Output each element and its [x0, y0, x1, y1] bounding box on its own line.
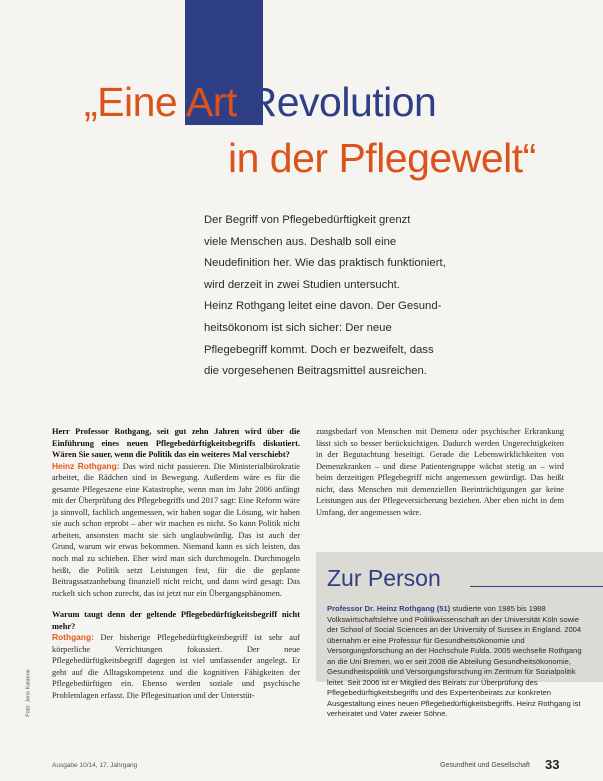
- interview-question: Herr Professor Rothgang, seit gut zehn Jahren wird über die Einführung eines neuen Pflegebedürftigkeitsbegriffs diskutiert. Wären Sie sauer, wenn die Politik das ein weiteres Mal verschiebt?: [52, 427, 300, 460]
- lead-line: Der Begriff von Pflegebedürftigkeit grenzt: [204, 214, 411, 226]
- interview-question: Warum taugt denn der geltende Pflegebedürftigkeitsbegriff nicht mehr?: [52, 610, 300, 631]
- headline-line-2: in der Pflegewelt“: [228, 135, 536, 181]
- interview-answer: Das wird nicht passieren. Die Ministerialbürokratie arbeitet, die Rädchen sind in Bewegung. Außerdem wäre es für die gesamte Pflegeszene eine Katastrophe, wenn man im Jahr 2006 anfängt mit der Überprüfung des Pflegebegriffs und 2017 sagt: Eine Reform wäre ja sinnvoll, fachlich angemessen, wir haben sogar die Lösung, wir haben sie auch schon erprobt – aber wir machen es nicht. So kann Politik nicht arbeiten, ansonsten macht sie sich unglaubwürdig. Das ist auch der Grund, warum wir etwas bekommen. Niemand kann es sich leisten, das noch mal zu schieben. Eher wird man sich durchmogeln. Durchmogeln heißt, die Politik setzt Leistungen fest, für die die geplante Beitragssatzanhebung finanziell nicht reicht, und dann wird gesagt: Das ruckelt sich schon zurecht, das ist jetzt nur ein Übergangsphänomen.: [52, 461, 301, 598]
- lead-line: wird derzeit in zwei Studien untersucht.: [204, 278, 400, 291]
- photo-credit: [25, 665, 39, 725]
- lead-paragraph: [204, 210, 454, 383]
- bio-age: (51): [434, 604, 451, 613]
- interview-answer: Der bisherige Pflegebedürftigkeitsbegriff ist sehr auf körperliche Verrichtungen fokussiert. Der neue Pflegebedürftigkeitsbegriff dagegen ist viel umfassender angelegt. Er geht auf die Alltagskompetenz und die kognitiven Fähigkeiten der Pflegebedürftigen ein. Ebenso werden soziale und psychische Problemlagen erfasst. Die Pflegesituation und der Unterstüt-: [52, 633, 300, 701]
- article-column-2: [316, 426, 564, 528]
- sidebar-bio: [327, 604, 589, 720]
- bio-text: studierte von 1985 bis 1988 Volkswirtschaftslehre und Politikwissenschaft an der Universität Köln sowie der School of Social Sciences an der University of Sussex in England. 2004 übernahm er eine Professur für Gesundheitsökonomie und Versorgungsforschung an der Hochschule Fulda. 2005 wechselte Rothgang an die Uni Bremen, wo er seit 2008 die Abteilung Gesundheitsökonomie, Gesundheitspolitik und Versorgungsforschung im Zentrum für Sozialpolitik leitet. Seit 2006 ist er Mitglied des Beirats zur Überprüfung des Pflegebedürftigkeitsbegriffs und des Expertenbeirats zur konkreten Ausgestaltung eines neuen Pflegebedürftigkeitsbegriffs. Heinz Rothgang ist verheiratet und Vater zweier Söhne.: [327, 604, 582, 718]
- lead-line: heitsökonom ist sich sicher: Der neue: [204, 321, 392, 334]
- interviewee-name: Heinz Rothgang:: [52, 460, 120, 471]
- sidebar-divider: [470, 586, 603, 587]
- page-number: 33: [545, 757, 560, 772]
- bio-name: Professor Dr. Heinz Rothgang: [327, 604, 435, 613]
- lead-line: Neudefinition her. Wie das praktisch funktioniert,: [204, 257, 446, 270]
- lead-line: Heinz Rothgang leitet eine davon. Der Gesund-: [204, 300, 442, 313]
- lead-line: Pflegebegriff kommt. Doch er bezweifelt, dass: [204, 343, 434, 356]
- lead-line: viele Menschen aus. Deshalb soll eine: [204, 235, 397, 248]
- article-column-1: [52, 426, 300, 712]
- photo-credit-text: Foto: Jens Kalaene: [25, 669, 32, 717]
- sidebar-title: Zur Person: [327, 565, 441, 591]
- headline-part-2: Revolution: [247, 79, 437, 125]
- headline-part-1: „Eine Art: [84, 79, 248, 125]
- interviewee-name: Rothgang:: [52, 632, 94, 643]
- footer-issue: Ausgabe 10/14, 17. Jahrgang: [52, 762, 138, 769]
- headline-line-1: [84, 80, 436, 124]
- footer-magazine-name: Gesundheit und Gesellschaft: [440, 762, 530, 769]
- interview-answer-continued: zungsbedarf von Menschen mit Demenz oder psychischer Erkrankung lässt sich so besser berücksichtigen. Dadurch werden Ungerechtigkeiten in der Begutachtung beseitigt. Gerade die Lebenswirklichkeiten von Demenzkranken – und diese Patientengruppe wächst stetig an – wird beim derzeitigen Pflegebegriff nicht angemessen gewürdigt. Das heißt nicht, dass Menschen mit demenziellen Beeinträchtigungen gar keine Leistungen aus der Pflegeversicherung beziehen. Aber eben nicht in dem Umfang, der angemessen wäre.: [316, 427, 564, 517]
- lead-line: die vorgesehenen Beitragsmittel ausreichen.: [204, 365, 427, 378]
